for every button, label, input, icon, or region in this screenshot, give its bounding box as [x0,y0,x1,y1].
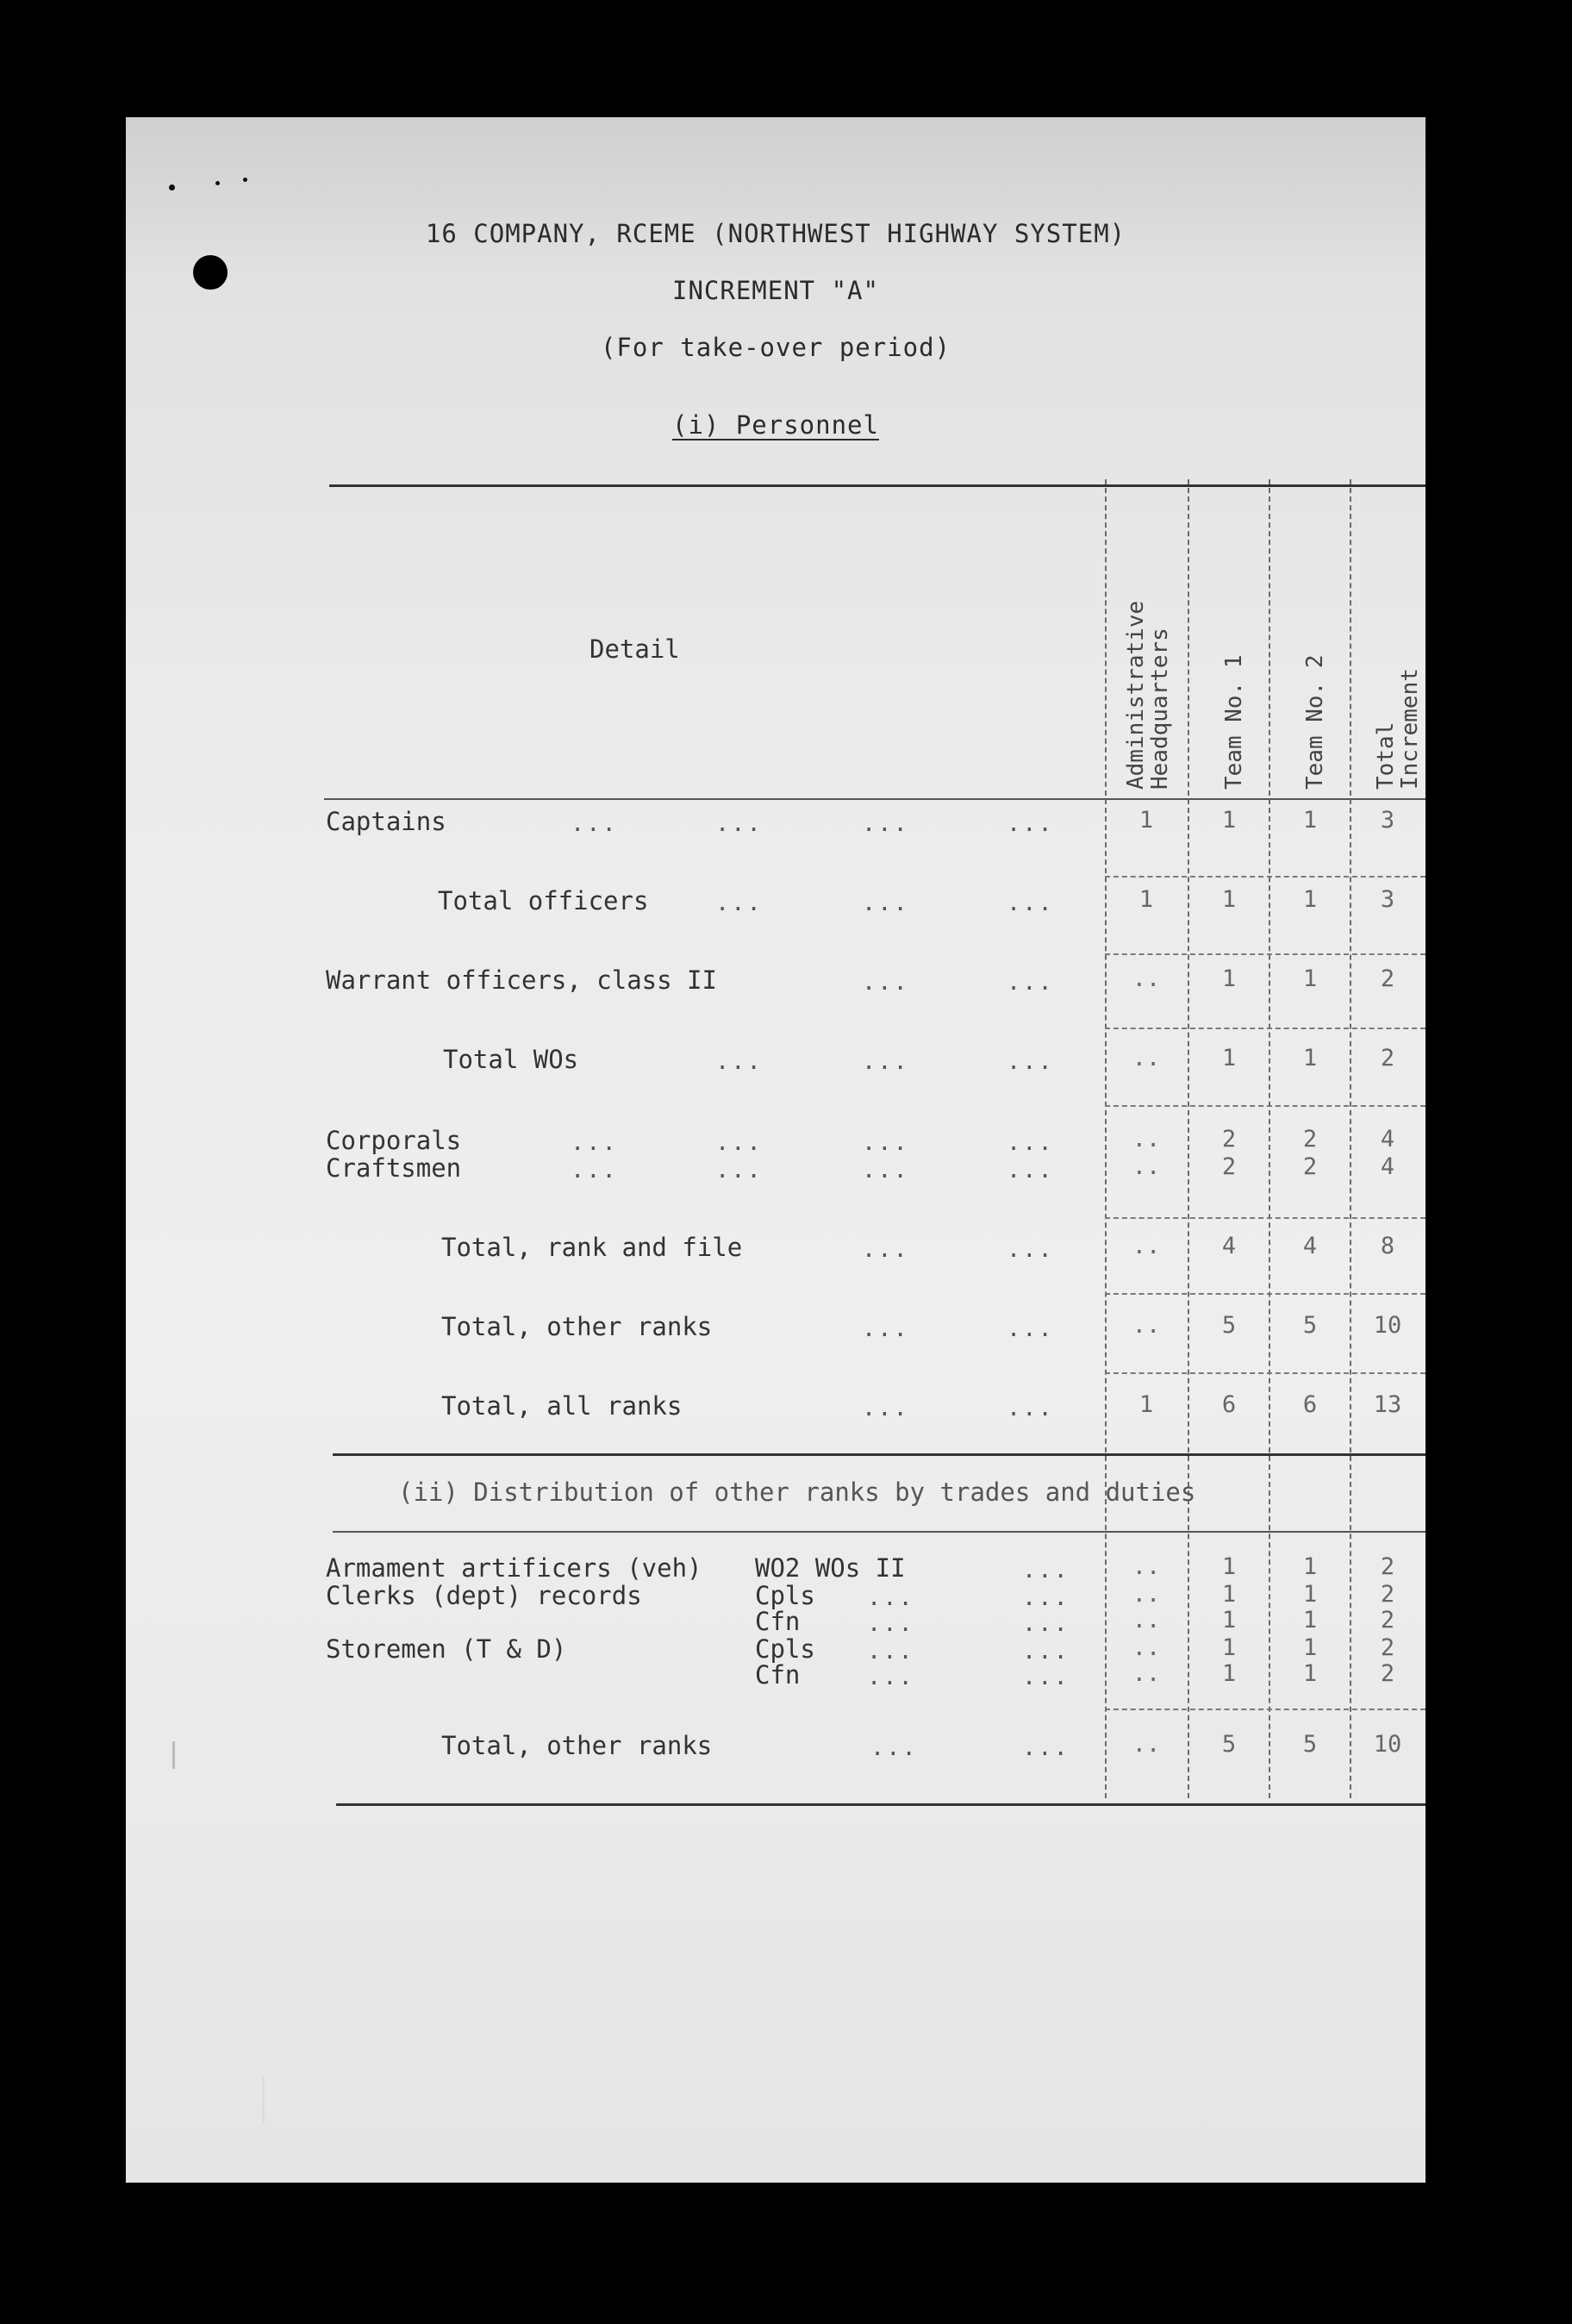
leader-dots: ... [862,1315,909,1342]
cell-value: 2 [1380,1553,1395,1580]
cell-value: 2 [1380,1581,1395,1608]
cell-value: .. [1132,1153,1161,1180]
leader-dots: ... [1007,1315,1054,1342]
cell-value: 5 [1302,1312,1318,1339]
cell-value: 2 [1380,1634,1395,1661]
cell-value: 1 [1302,807,1318,834]
header-bottom-rule [324,798,1425,800]
cell-value: 1 [1221,1581,1237,1608]
cell-value: 2 [1302,1153,1318,1180]
cell-value: .. [1132,1581,1161,1608]
document-title: 16 COMPANY, RCEME (NORTHWEST HIGHWAY SYSTEM) [425,219,1126,248]
leader-dots: ... [715,1129,763,1156]
leader-dots: ... [870,1734,918,1761]
cell-value: 1 [1302,1553,1318,1580]
row-rule [1105,1105,1425,1107]
cell-value: 5 [1221,1731,1237,1758]
section-rule [333,1453,1425,1456]
leader-dots: ... [862,1129,909,1156]
row-rule [1105,1217,1425,1219]
leader-dots: ... [571,1129,618,1156]
cell-value: 1 [1302,1607,1318,1634]
leader-dots: ... [862,1157,909,1184]
trade-rank: Cfn [755,1607,801,1636]
cell-value: 1 [1138,807,1154,834]
leader-dots: ... [1007,1395,1054,1421]
section-heading-distribution: (ii) Distribution of other ranks by trades and duties [398,1477,1196,1507]
cell-value: 8 [1380,1233,1395,1259]
cell-value: 1 [1221,1660,1237,1687]
cell-value: .. [1132,1607,1161,1634]
cell-value: 1 [1302,1634,1318,1661]
leader-dots: ... [1007,1129,1054,1156]
cell-value: 1 [1221,1553,1237,1580]
column-rule [1269,479,1270,1798]
row-label-craftsmen: Craftsmen [326,1153,462,1183]
cell-value: 3 [1380,807,1395,834]
leader-dots: ... [715,810,763,837]
leader-dots: ... [862,890,909,916]
column-rule [1188,479,1189,1798]
row-label-total-all-ranks: Total, all ranks [441,1391,683,1421]
row-label-trade-total: Total, other ranks [441,1731,713,1760]
cell-value: 2 [1380,1045,1395,1071]
column-header-team-1: Team No. 1 [1221,654,1247,790]
document-subtitle: INCREMENT "A" [672,276,879,305]
cell-value: .. [1132,1553,1161,1580]
cell-value: 10 [1373,1731,1402,1758]
cell-value: 2 [1380,1660,1395,1687]
leader-dots: ... [1007,890,1054,916]
cell-value: 1 [1138,886,1154,913]
section-heading-personnel: (i) Personnel [672,410,879,440]
cell-value: 4 [1380,1126,1395,1153]
row-rule [1105,1028,1425,1029]
leader-dots: ... [1007,1236,1054,1263]
cell-value: 2 [1302,1126,1318,1153]
cell-value: 2 [1380,1607,1395,1634]
leader-dots: ... [867,1584,914,1611]
leader-dots: ... [867,1638,914,1665]
row-rule [1105,1293,1425,1295]
cell-value: .. [1132,1233,1161,1259]
cell-value: .. [1132,1312,1161,1339]
speck [243,178,247,182]
row-rule [1105,953,1425,955]
cell-value: 6 [1221,1391,1237,1418]
table-bottom-rule [336,1803,1425,1806]
row-label-total-other-ranks: Total, other ranks [441,1312,713,1341]
cell-value: .. [1132,1045,1161,1071]
cell-value: 4 [1221,1233,1237,1259]
leader-dots: ... [867,1610,914,1637]
column-header-total-increment: Total Increment [1373,668,1423,790]
trade-rank: Cpls [755,1634,815,1664]
cell-value: 2 [1380,965,1395,992]
row-label-captains: Captains [326,807,446,836]
cell-value: 10 [1373,1312,1402,1339]
cell-value: 1 [1302,886,1318,913]
cell-value: .. [1132,1660,1161,1687]
speck [169,184,175,191]
leader-dots: ... [571,810,618,837]
leader-dots: ... [1022,1638,1070,1665]
cell-value: 1 [1221,886,1237,913]
leader-dots: ... [1007,1048,1054,1075]
cell-value: 1 [1221,965,1237,992]
cell-value: .. [1132,965,1161,992]
leader-dots: ... [867,1664,914,1690]
leader-dots: ... [715,1157,763,1184]
section-rule [333,1531,1425,1533]
cell-value: 1 [1221,1634,1237,1661]
document-page [126,117,1425,2183]
cell-value: 3 [1380,886,1395,913]
cell-value: .. [1132,1731,1161,1758]
cell-value: .. [1132,1126,1161,1153]
row-label-warrant-officers: Warrant officers, class II [326,965,717,995]
cell-value: 1 [1221,807,1237,834]
cell-value: 5 [1221,1312,1237,1339]
cell-value: 1 [1302,965,1318,992]
row-rule [1105,876,1425,878]
row-label-total-wos: Total WOs [443,1045,579,1074]
edge-mark [172,1741,175,1769]
leader-dots: ... [862,1236,909,1263]
document-period: (For take-over period) [600,333,951,362]
cell-value: 4 [1380,1153,1395,1180]
row-rule [1105,1709,1425,1710]
leader-dots: ... [1022,1664,1070,1690]
trade-label: Armament artificers (veh) [326,1553,702,1583]
cell-value: 1 [1221,1607,1237,1634]
leader-dots: ... [1022,1584,1070,1611]
row-rule [1105,1372,1425,1374]
leader-dots: ... [1022,1610,1070,1637]
cell-value: 2 [1221,1126,1237,1153]
cell-value: .. [1132,1634,1161,1661]
leader-dots: ... [1022,1734,1070,1761]
trade-rank: WO2 WOs II [755,1553,906,1583]
cell-value: 6 [1302,1391,1318,1418]
row-label-total-rank-and-file: Total, rank and file [441,1233,743,1262]
column-rule [1350,479,1351,1798]
cell-value: 1 [1221,1045,1237,1071]
cell-value: 1 [1302,1581,1318,1608]
trade-rank: Cfn [755,1660,801,1690]
leader-dots: ... [862,969,909,996]
column-rule [1105,479,1107,1798]
trade-label: Clerks (dept) records [326,1581,642,1610]
table-top-rule [329,484,1425,487]
leader-dots: ... [715,1048,763,1075]
cell-value: 5 [1302,1731,1318,1758]
leader-dots: ... [862,1395,909,1421]
edge-mark [262,2076,265,2122]
detail-header: Detail [590,634,680,664]
leader-dots: ... [862,1048,909,1075]
cell-value: 1 [1302,1045,1318,1071]
row-label-total-officers: Total officers [438,886,649,915]
column-header-admin-hq: Administrative Headquarters [1123,600,1173,790]
leader-dots: ... [571,1157,618,1184]
cell-value: 2 [1221,1153,1237,1180]
cell-value: 4 [1302,1233,1318,1259]
trade-rank: Cpls [755,1581,815,1610]
leader-dots: ... [1022,1557,1070,1584]
cell-value: 13 [1373,1391,1402,1418]
leader-dots: ... [1007,810,1054,837]
leader-dots: ... [1007,969,1054,996]
column-header-team-2: Team No. 2 [1302,654,1328,790]
speck [215,181,220,185]
trade-label: Storemen (T & D) [326,1634,567,1664]
cell-value: 1 [1302,1660,1318,1687]
leader-dots: ... [715,890,763,916]
leader-dots: ... [1007,1157,1054,1184]
row-label-corporals: Corporals [326,1126,462,1155]
cell-value: 1 [1138,1391,1154,1418]
leader-dots: ... [862,810,909,837]
